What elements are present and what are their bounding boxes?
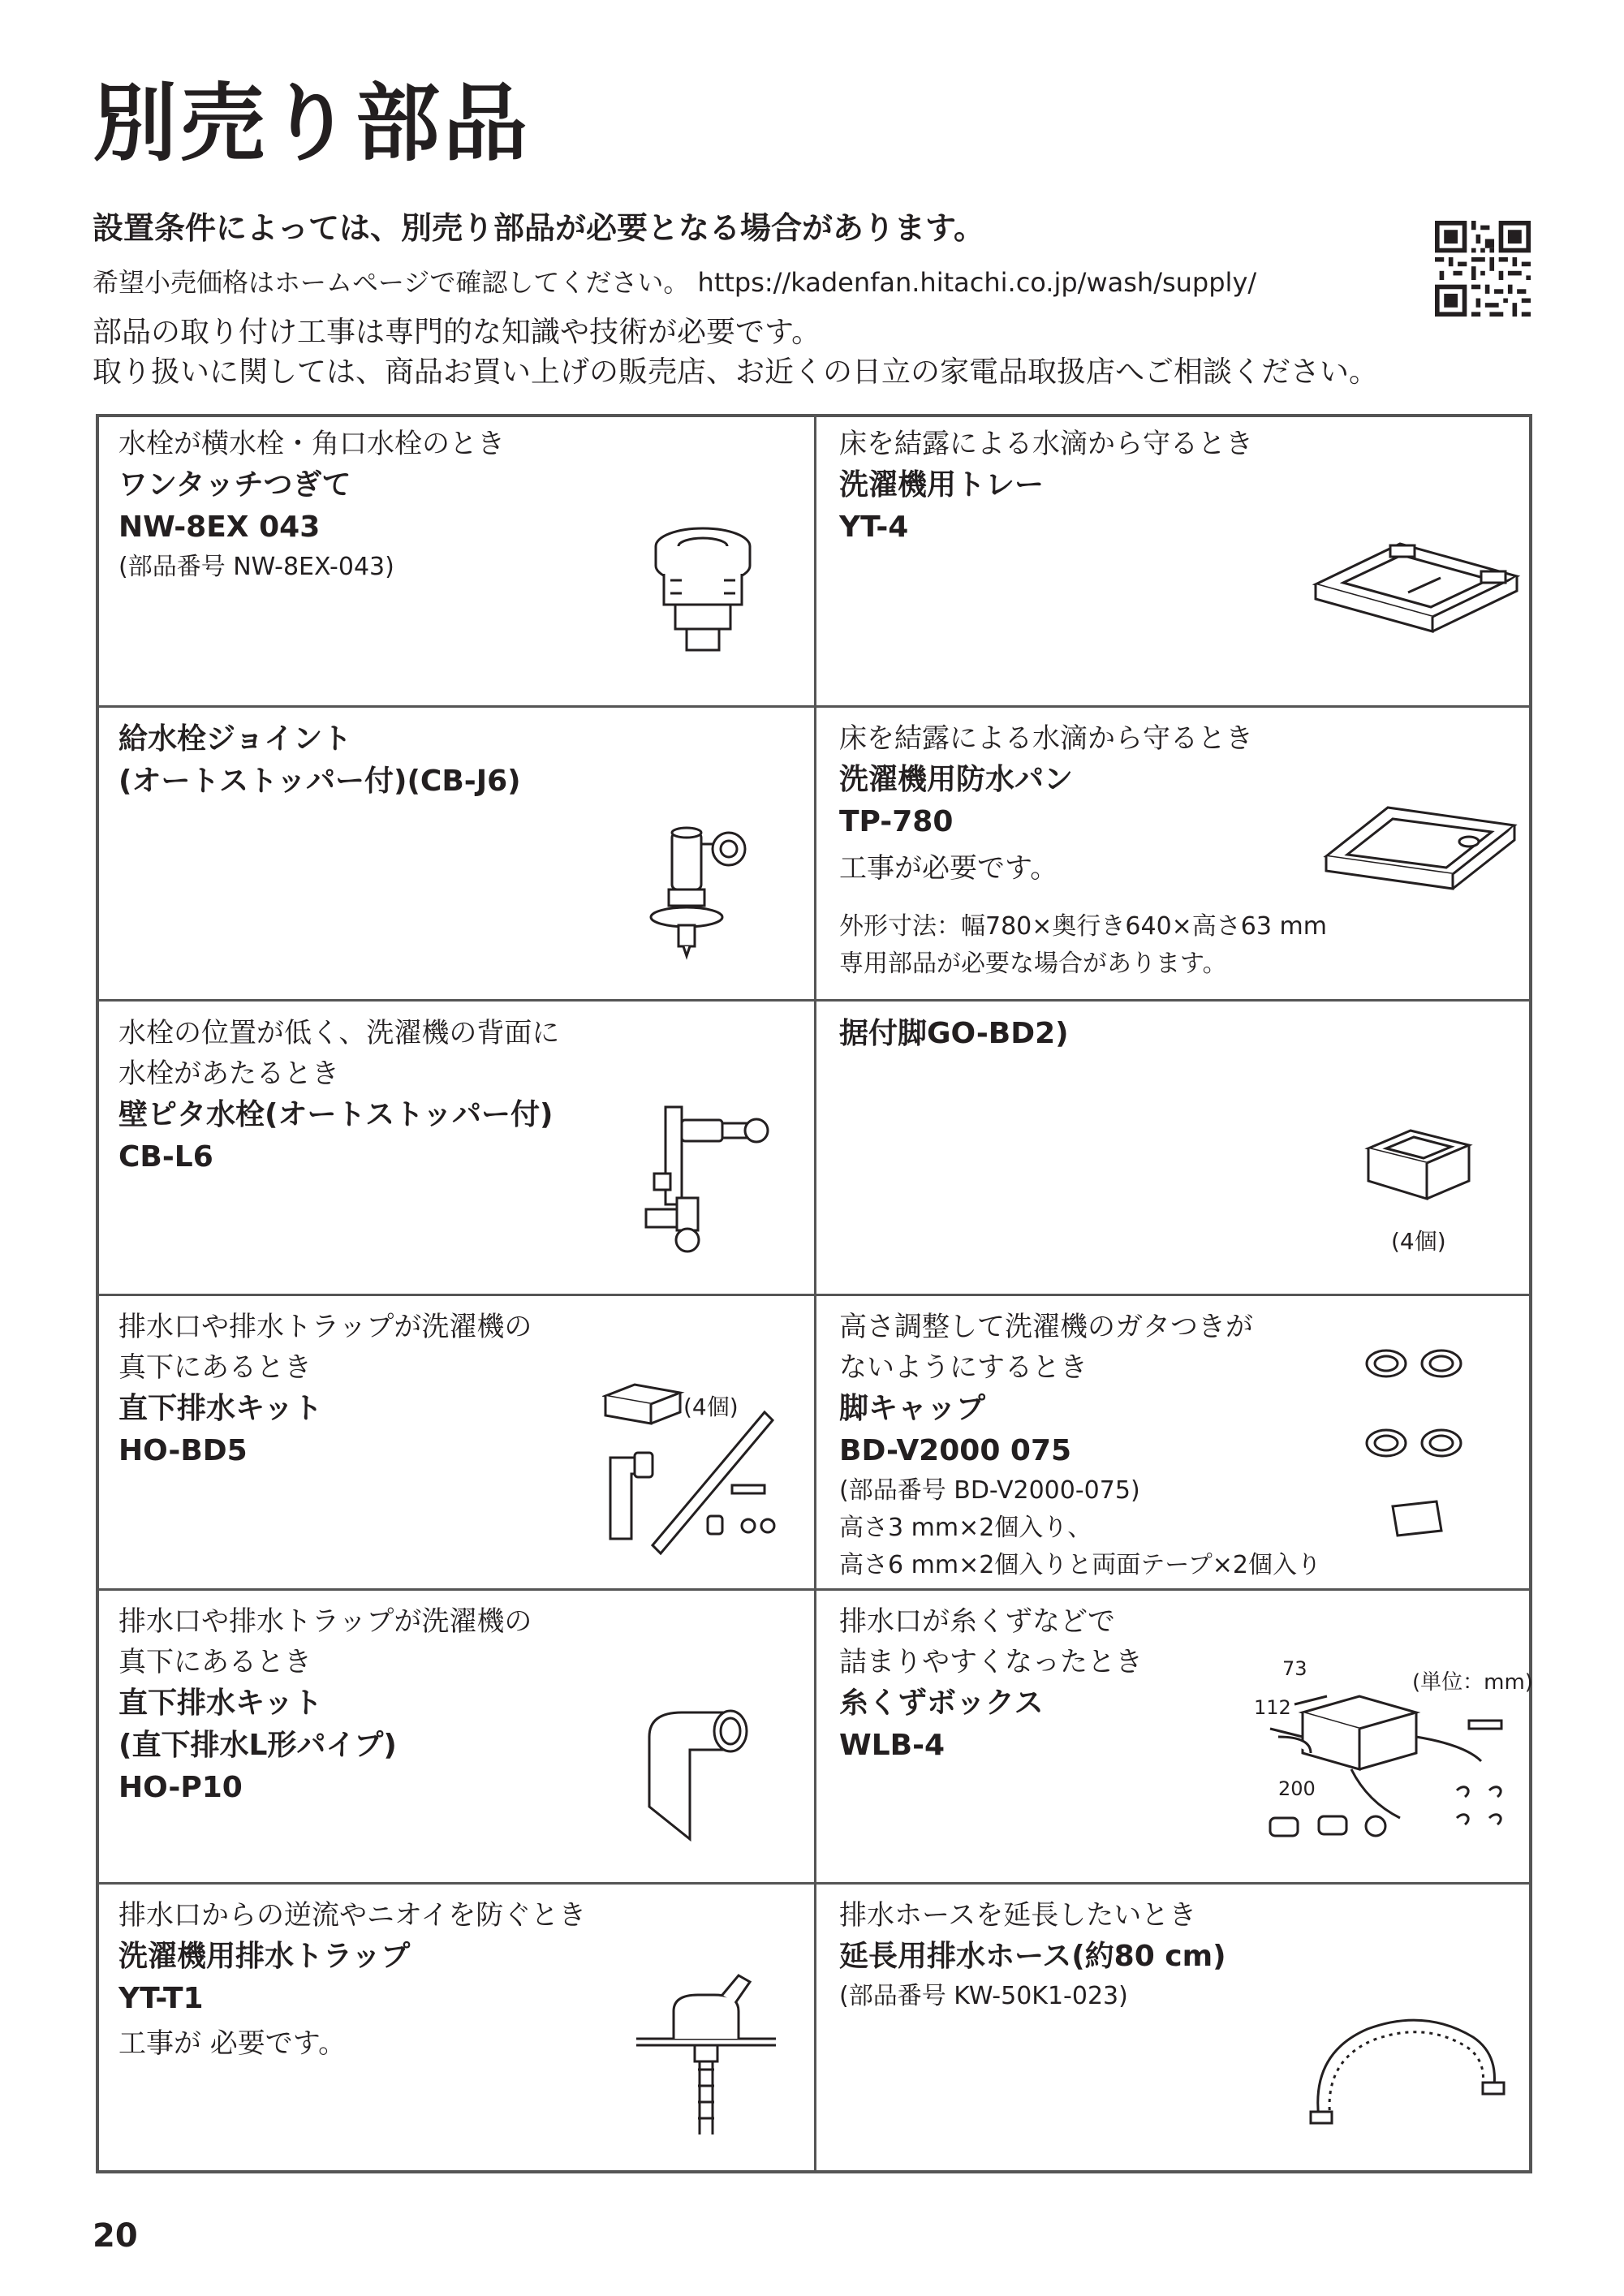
part-name: 直下排水キット bbox=[118, 1686, 323, 1720]
part-cell-cbj6 bbox=[118, 718, 808, 803]
part-cell-yt4 bbox=[839, 424, 1529, 549]
part-condition: 床を結露による水滴から守るとき bbox=[839, 722, 1253, 755]
dimension-label: 112 bbox=[1254, 1696, 1291, 1719]
part-condition: 排水口からの逆流やニオイを防ぐとき bbox=[118, 1899, 587, 1932]
dimension-label: 73 bbox=[1282, 1657, 1307, 1680]
part-condition: 高さ調整して洗濯機のガタつきが bbox=[839, 1311, 1253, 1343]
lead-text: 設置条件によっては、別売り部品が必要となる場合があります。 bbox=[93, 210, 984, 246]
part-condition: 水栓の位置が低く、洗濯機の背面に bbox=[118, 1017, 560, 1049]
part-model: HO-BD5 bbox=[118, 1434, 248, 1467]
drain-trap-illustration bbox=[633, 1964, 779, 2143]
washer-tray-illustration bbox=[1311, 536, 1522, 641]
part-name: 洗濯機用トレー bbox=[839, 468, 1045, 502]
part-condition: 真下にあるとき bbox=[118, 1646, 312, 1678]
part-name-detail: (直下排水L形パイプ) bbox=[118, 1729, 397, 1762]
work-note-2: 取り扱いに関しては、商品お買い上げの販売店、お近くの日立の家電品取扱店へご相談ください。 bbox=[93, 355, 1379, 389]
part-condition: 真下にあるとき bbox=[118, 1351, 312, 1384]
part-model: CB-L6 bbox=[118, 1140, 213, 1174]
part-number: (部品番号 NW-8EX-043) bbox=[118, 553, 394, 581]
part-model: HO-P10 bbox=[118, 1771, 243, 1804]
part-condition: 排水ホースを延長したいとき bbox=[839, 1899, 1197, 1932]
quantity-label: (4個) bbox=[683, 1394, 739, 1420]
part-condition: 排水口や排水トラップが洗濯機の bbox=[118, 1605, 532, 1638]
page-title: 別売り部品 bbox=[93, 74, 532, 173]
row-divider bbox=[96, 1588, 1532, 1591]
part-condition: 排水口や排水トラップが洗濯機の bbox=[118, 1311, 532, 1343]
part-condition: 床を結露による水滴から守るとき bbox=[839, 428, 1253, 460]
faucet-joint-illustration bbox=[648, 820, 769, 974]
part-name: 据付脚GO-BD2) bbox=[839, 1017, 1069, 1050]
lint-box-illustration bbox=[1254, 1680, 1530, 1859]
part-number: (部品番号 KW-50K1-023) bbox=[839, 1982, 1128, 2010]
part-name: 延長用排水ホース(約80 cm) bbox=[839, 1940, 1226, 1973]
price-note: 希望小売価格はホームページで確認してください。 https://kadenfan.hitachi.co.jp/wash/supply/ bbox=[93, 267, 1257, 298]
part-condition: 排水口が糸くずなどで bbox=[839, 1605, 1115, 1638]
part-name: 脚キャップ bbox=[839, 1392, 986, 1425]
part-model: (オートストッパー付)(CB-J6) bbox=[118, 765, 521, 798]
row-divider bbox=[96, 1882, 1532, 1885]
row-divider bbox=[96, 705, 1532, 708]
part-name: 糸くずボックス bbox=[839, 1686, 1044, 1720]
part-name: 洗濯機用防水パン bbox=[839, 763, 1074, 796]
part-model: YT-T1 bbox=[118, 1982, 204, 2015]
wall-faucet-illustration bbox=[625, 1096, 779, 1258]
part-condition: 水栓があたるとき bbox=[118, 1058, 339, 1090]
l-pipe-illustration bbox=[641, 1704, 763, 1842]
part-work-note: 工事が 必要です。 bbox=[118, 2027, 347, 2060]
part-condition: ないようにするとき bbox=[839, 1351, 1088, 1384]
part-model: BD-V2000 075 bbox=[839, 1434, 1072, 1467]
qr-code[interactable] bbox=[1435, 221, 1531, 317]
row-divider bbox=[96, 999, 1532, 1002]
part-name: 壁ピタ水栓(オートストッパー付) bbox=[118, 1098, 554, 1131]
unit-label: (単位：mm) bbox=[1412, 1670, 1533, 1695]
part-model: NW-8EX 043 bbox=[118, 510, 321, 544]
waterproof-pan-illustration bbox=[1323, 799, 1518, 897]
part-extra-note: 専用部品が必要な場合があります。 bbox=[839, 950, 1227, 978]
quantity-label: (4個) bbox=[1391, 1228, 1446, 1255]
part-cell-kw50k1 bbox=[839, 1895, 1529, 2015]
part-dimensions: 外形寸法：幅780×奥行き640×高さ63 mm bbox=[839, 912, 1327, 941]
part-spec: 高さ6 mm×2個入りと両面テープ×2個入り bbox=[839, 1551, 1322, 1579]
dimension-label: 200 bbox=[1278, 1777, 1316, 1800]
part-number: (部品番号 BD-V2000-075) bbox=[839, 1476, 1140, 1505]
row-divider bbox=[96, 1294, 1532, 1296]
part-work-note: 工事が必要です。 bbox=[839, 852, 1058, 885]
work-note-1: 部品の取り付け工事は専門的な知識や技術が必要です。 bbox=[93, 316, 821, 349]
installation-leg-illustration bbox=[1362, 1124, 1475, 1205]
part-model: WLB-4 bbox=[839, 1729, 946, 1762]
part-model: TP-780 bbox=[839, 805, 954, 838]
part-condition: 詰まりやすくなったとき bbox=[839, 1646, 1143, 1678]
one-touch-joint-illustration bbox=[646, 523, 760, 661]
part-name: 直下排水キット bbox=[118, 1392, 323, 1425]
part-cell-gobd2 bbox=[839, 1013, 1529, 1055]
page-number: 20 bbox=[93, 2217, 138, 2255]
part-name: 給水栓ジョイント bbox=[118, 722, 352, 756]
part-model: YT-4 bbox=[839, 510, 909, 544]
part-spec: 高さ3 mm×2個入り、 bbox=[839, 1514, 1092, 1542]
extension-hose-illustration bbox=[1303, 2005, 1514, 2126]
part-name: ワンタッチつぎて bbox=[118, 468, 351, 502]
part-condition: 水栓が横水栓・角口水栓のとき bbox=[118, 428, 505, 460]
part-name: 洗濯機用排水トラップ bbox=[118, 1940, 411, 1973]
leg-cap-illustration bbox=[1363, 1339, 1469, 1550]
